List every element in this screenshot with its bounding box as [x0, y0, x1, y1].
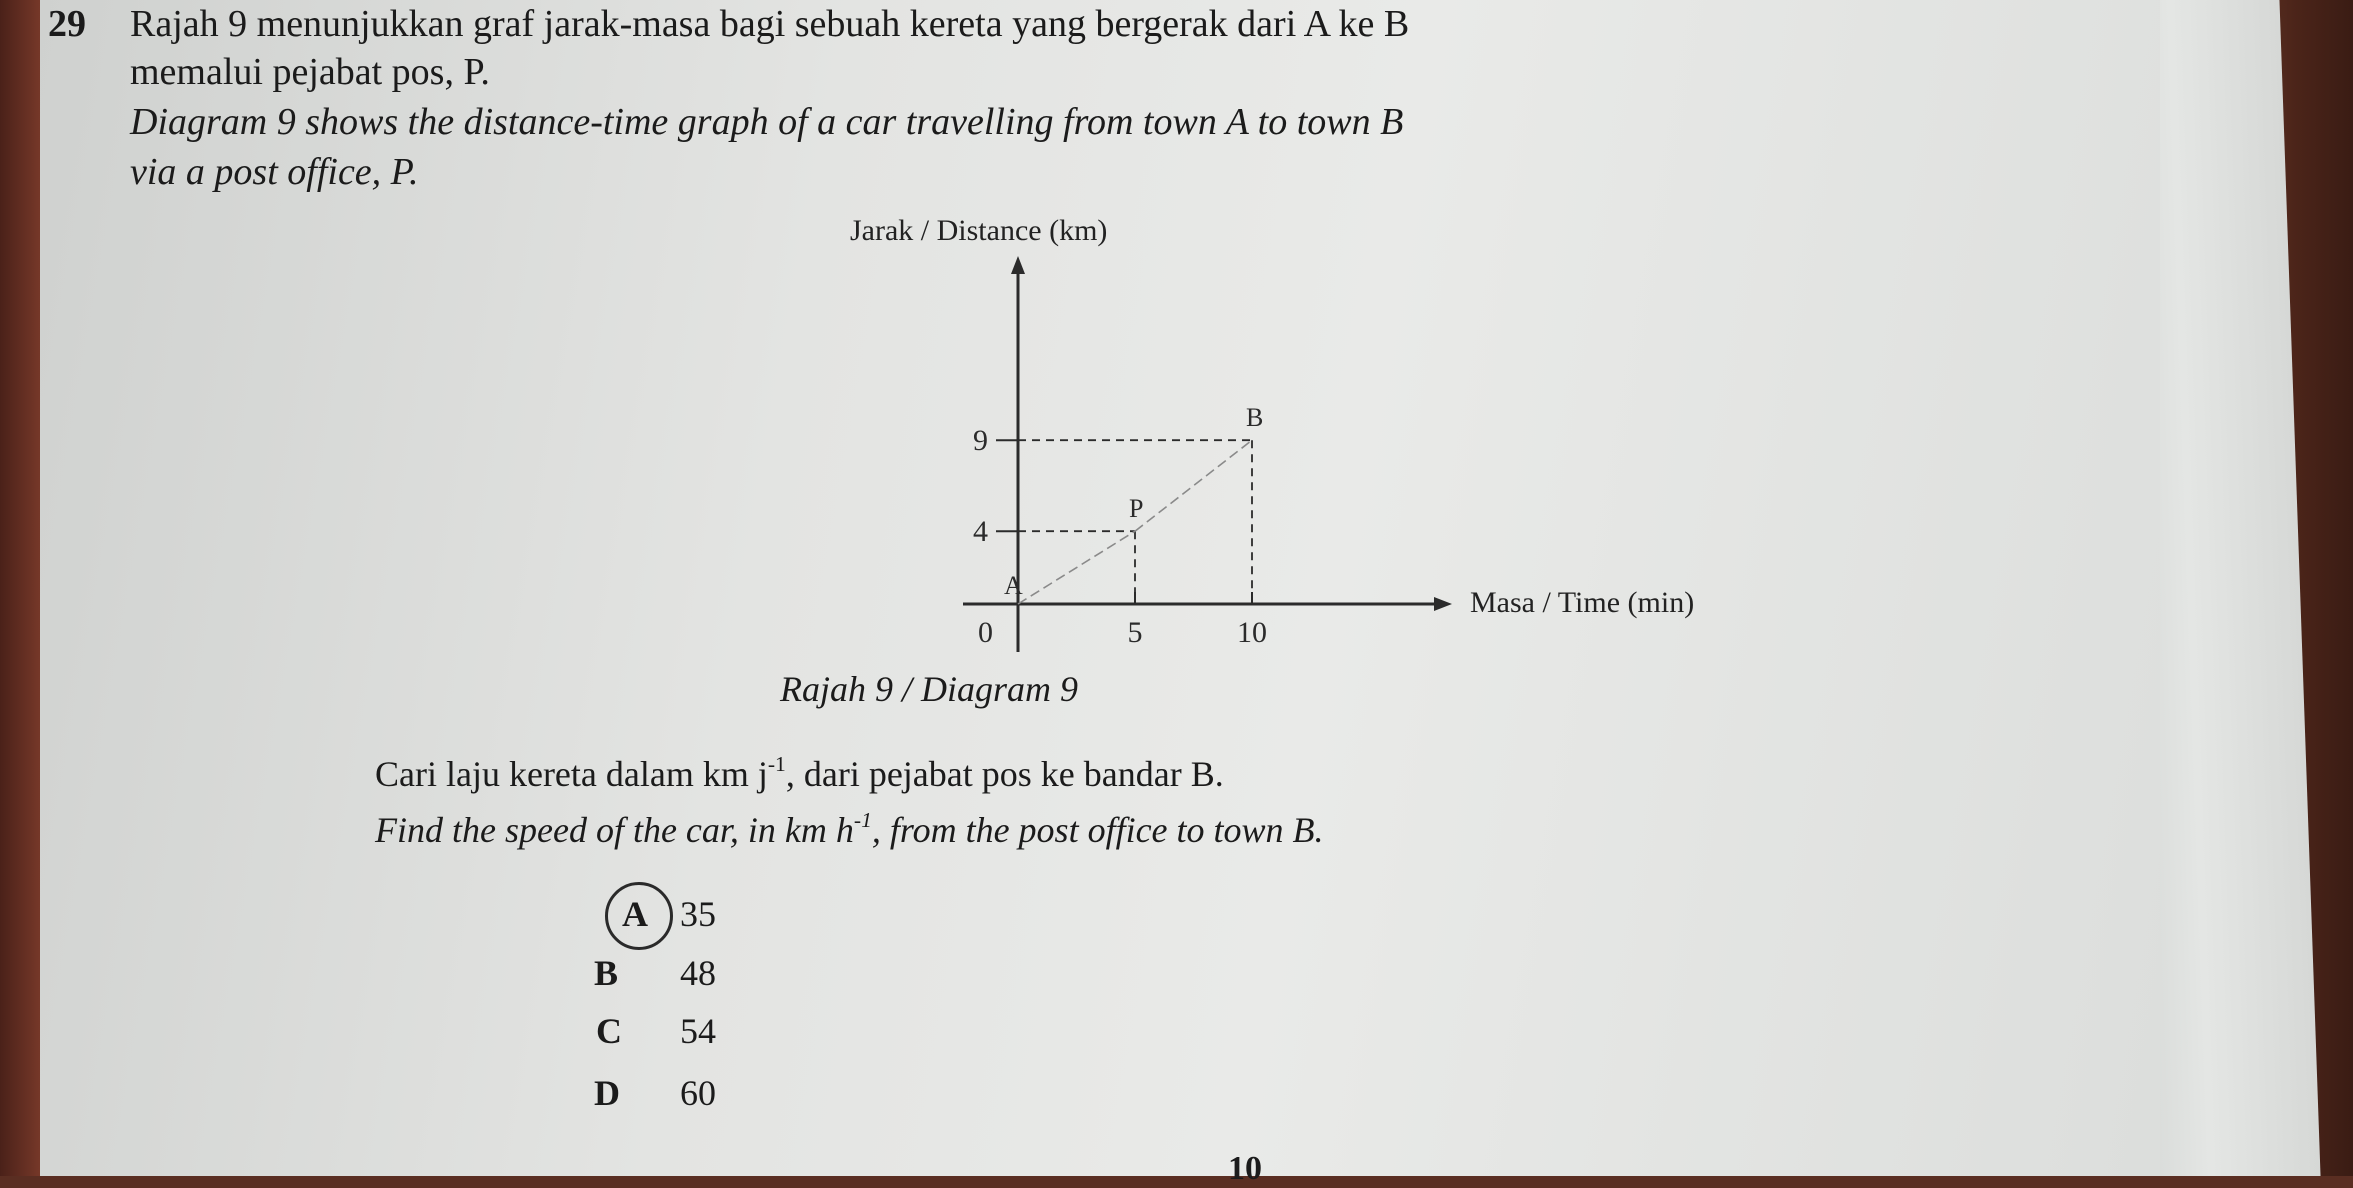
option-a-letter: A	[622, 894, 648, 934]
x-axis-title: Masa / Time (min)	[1470, 586, 1695, 619]
option-c-letter: C	[596, 1011, 622, 1051]
point-label: A	[1004, 571, 1023, 600]
prompt-ms-after: , dari pejabat pos ke bandar B.	[785, 754, 1224, 795]
plot-area	[963, 256, 1452, 652]
graph-segment	[1018, 531, 1135, 604]
graph-segment	[1135, 440, 1252, 531]
y-tick-label: 4	[973, 515, 988, 549]
origin-tick-label: 0	[978, 616, 993, 649]
prompt-en-sup: -1	[853, 808, 872, 832]
question-text-en-line2: via a post office, P.	[130, 151, 419, 193]
prompt-ms	[375, 752, 1224, 795]
option-a-value: 35	[680, 894, 716, 934]
option-b-value: 48	[680, 953, 716, 993]
page-number: 10	[1228, 1150, 1262, 1187]
point-label: B	[1246, 403, 1264, 433]
diagram-caption: Rajah 9 / Diagram 9	[780, 669, 1079, 709]
prompt-en-after: , from the post office to town B.	[871, 810, 1324, 851]
x-tick-label: 10	[1237, 616, 1267, 649]
question-text-ms-line1: Rajah 9 menunjukkan graf jarak-masa bagi sebuah kereta yang bergerak dari A ke B	[130, 3, 1410, 45]
prompt-ms-before: Cari laju kereta dalam km j	[375, 754, 768, 795]
question-text-ms-line2: memalui pejabat pos, P.	[130, 51, 490, 93]
option-d-letter: D	[594, 1073, 620, 1113]
question-text-en-line1: Diagram 9 shows the distance-time graph of a car travelling from town A to town B	[130, 101, 1404, 143]
question-number: 29	[48, 3, 86, 45]
x-axis-arrow	[1434, 597, 1452, 611]
prompt-ms-sup: -1	[767, 752, 786, 776]
x-tick-label: 5	[1127, 616, 1143, 649]
prompt-en	[375, 808, 1324, 851]
option-b-letter: B	[594, 953, 619, 993]
point-label: P	[1129, 494, 1144, 524]
prompt-en-before: Find the speed of the car, in km h	[375, 810, 854, 851]
distance-time-graph	[850, 214, 1780, 700]
exam-page	[40, 0, 2160, 1187]
option-d-value: 60	[680, 1073, 716, 1113]
y-tick-label: 9	[973, 424, 988, 458]
option-c-value: 54	[680, 1011, 716, 1051]
y-axis-title: Jarak / Distance (km)	[850, 214, 1108, 247]
y-axis-arrow	[1011, 256, 1025, 274]
